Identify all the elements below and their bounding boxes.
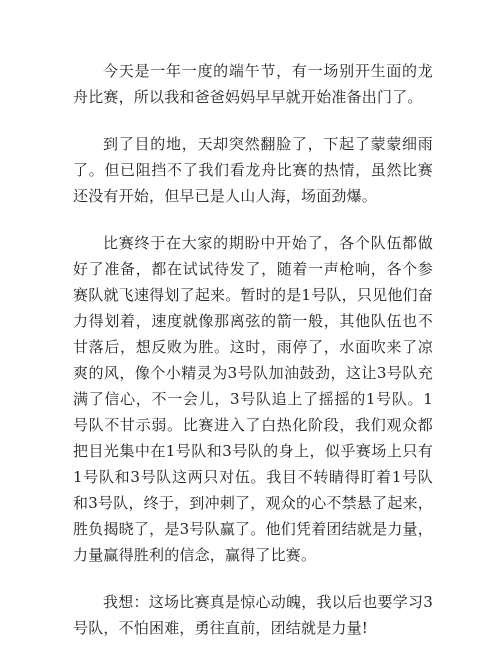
essay-body: [73, 58, 433, 663]
paragraph-1: 今天是一年一度的端午节，有一场别开生面的龙舟比赛，所以我和爸爸妈妈早早就开始准备出门了。: [73, 62, 433, 106]
paragraph-3: 比赛终于在大家的期盼中开始了，各个队伍都做好了准备，都在试试待发了，随着一声枪响，各个参赛队就飞速得划了起来。暂时的是1号队，只见他们奋力得划着，速度就像那离弦的箭一般，其他队伍也不甘落后，想反败为胜。这时，雨停了，水面吹来了凉爽的风，像个小精灵为3号队加油鼓劲，这让3号队充满了信心，不一会儿，3号队追上了摇摇的1号队。1号队不甘示弱。比赛进入了白热化阶段，我们观众都把目光集中在1号队和3号队的身上，似乎赛场上只有1号队和3号队这两只对伍。我目不转睛得盯着1号队和3号队，终于，到冲刺了，观众的心不禁悬了起来，胜负揭晓了，是3号队赢了。他们凭着团结就是力量，力量赢得胜利的信念，赢得了比赛。: [73, 234, 433, 564]
paragraph-2: 到了目的地，天却突然翻脸了，下起了蒙蒙细雨了。但已阻挡不了我们看龙舟比赛的热情，虽然比赛还没有开始，但早已是人山人海，场面劲爆。: [73, 135, 433, 205]
paragraph-4: 我想：这场比赛真是惊心动魄，我以后也要学习3号队，不怕困难，勇往直前，团结就是力量!: [73, 593, 433, 637]
